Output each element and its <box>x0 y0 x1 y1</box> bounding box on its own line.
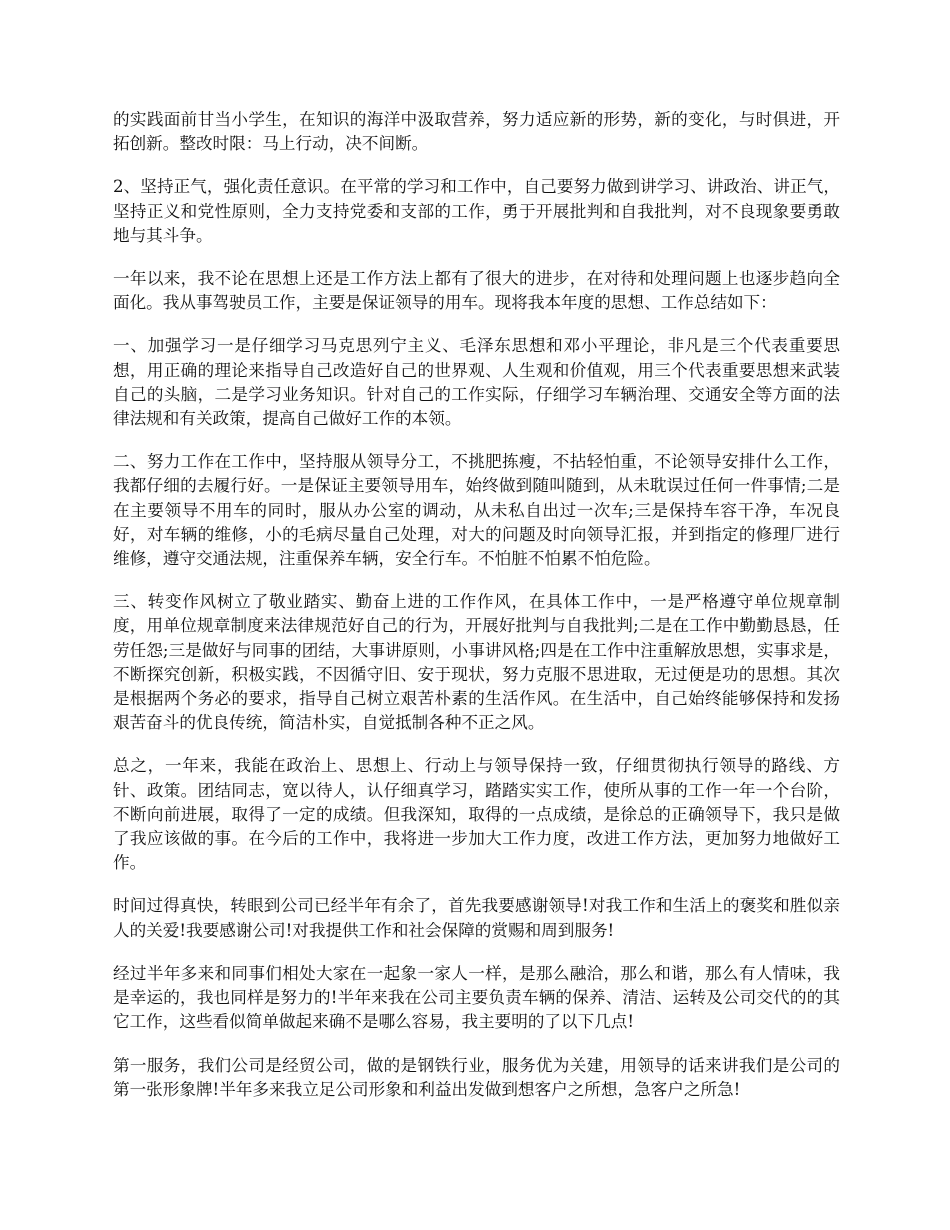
paragraph-rectification-deadline: 的实践面前甘当小学生，在知识的海洋中汲取营养，努力适应新的形势，新的变化，与时俱进，开拓创新。整改时限：马上行动，决不间断。 <box>113 110 840 154</box>
paragraph-year-intro: 一年以来，我不论在思想上还是工作方法上都有了很大的进步，在对待和处理问题上也逐步趋向全面化。我从事驾驶员工作，主要是保证领导的用车。现将我本年度的思想、工作总结如下： <box>113 269 840 313</box>
paragraph-summary: 总之，一年来，我能在政治上、思想上、行动上与领导保持一致，仔细贯彻执行领导的路线、方针、政策。团结同志，宽以待人，认仔细真学习，踏踏实实工作，使所从事的工作一年一个台阶，不断向前进展，取得了一定的成绩。但我深知，取得的一点成绩，是徐总的正确领导下，我只是做了我应该做的事。在今后的工作中，我将进一步加大工作力度，改进工作方法，更加努力地做好工作。 <box>113 756 840 873</box>
paragraph-service: 第一服务，我们公司是经贸公司，做的是钢铁行业，服务优为关建，用领导的话来讲我们是公司的第一张形象牌!半年多来我立足公司形象和利益出发做到想客户之所想，急客户之所急! <box>113 1055 840 1099</box>
paragraph-gratitude: 时间过得真快，转眼到公司已经半年有余了，首先我要感谢领导!对我工作和生活上的褒奖和胜似亲人的关爱!我要感谢公司!对我提供工作和社会保障的赏赐和周到服务! <box>113 896 840 940</box>
paragraph-study: 一、加强学习一是仔细学习马克思列宁主义、毛泽东思想和邓小平理论，非凡是三个代表重要思想，用正确的理论来指导自己改造好自己的世界观、人生观和价值观，用三个代表重要思想来武装自己的头脑，二是学习业务知识。针对自己的工作实际，仔细学习车辆治理、交通安全等方面的法律法规和有关政策，提高自己做好工作的本领。 <box>113 336 840 429</box>
paragraph-work: 二、努力工作在工作中，坚持服从领导分工，不挑肥拣瘦，不拈轻怕重，不论领导安排什么工作，我都仔细的去履行好。一是保证主要领导用车，始终做到随叫随到，从未耽误过任何一件事情;二是在主要领导不用车的同时，服从办公室的调动，从未私自出过一次车;三是保持车容干净，车况良好，对车辆的维修，小的毛病尽量自己处理，对大的问题及时向领导汇报，并到指定的修理厂进行维修，遵守交通法规，注重保养车辆，安全行车。不怕脏不怕累不怕危险。 <box>113 452 840 569</box>
paragraph-colleagues: 经过半年多来和同事们相处大家在一起象一家人一样，是那么融洽，那么和谐，那么有人情味，我是幸运的，我也同样是努力的!半年来我在公司主要负责车辆的保养、清洁、运转及公司交代的的其它工作，这些看似简单做起来确不是哪么容易，我主要明的了以下几点! <box>113 963 840 1032</box>
paragraph-responsibility: 2、坚持正气，强化责任意识。在平常的学习和工作中，自己要努力做到讲学习、讲政治、讲正气，坚持正义和党性原则，全力支持党委和支部的工作，勇于开展批判和自我批判，对不良现象要勇敢地与其斗争。 <box>113 177 840 245</box>
document-body <box>113 108 840 1121</box>
paragraph-work-style: 三、转变作风树立了敬业踏实、勤奋上进的工作作风，在具体工作中，一是严格遵守单位规章制度，用单位规章制度来法律规范好自己的行为，开展好批判与自我批判;二是在工作中勤勤恳恳，任劳任怨;三是做好与同事的团结，大事讲原则，小事讲风格;四是在工作中注重解放思想，实事求是，不断探究创新，积极实践，不因循守旧、安于现状，努力克服不思进取，无过便是功的思想。其次是根据两个务必的要求，指导自己树立艰苦朴素的生活作风。在生活中，自己始终能够保持和发扬艰苦奋斗的优良传统，简洁朴实，自觉抵制各种不正之风。 <box>113 592 840 733</box>
